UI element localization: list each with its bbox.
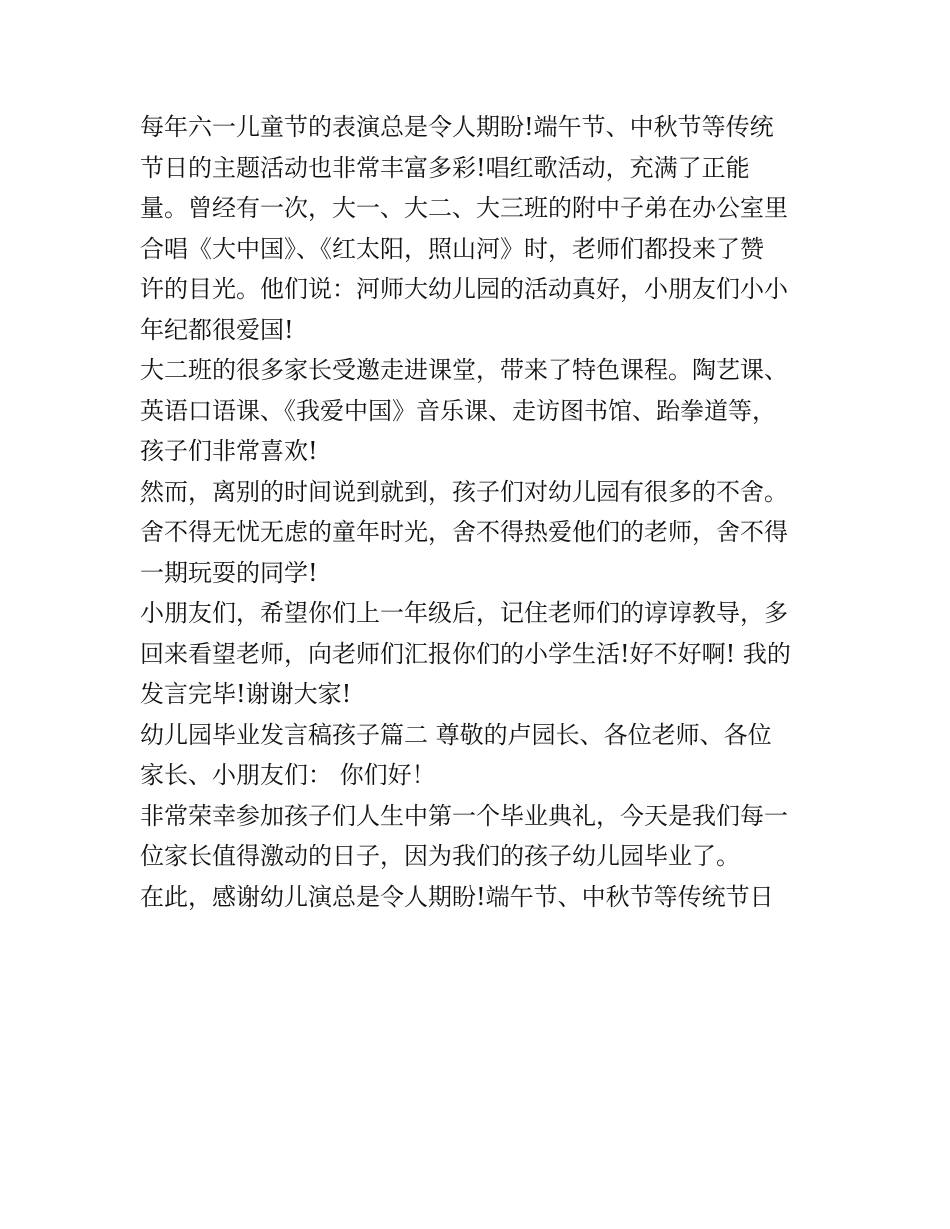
text-line: 舍不得无忧无虑的童年时光，舍不得热爱他们的老师，舍不得 — [140, 518, 788, 546]
text-line: 家长、小朋友们： 你们好！ — [140, 761, 436, 789]
text-line: 年纪都很爱国! — [140, 315, 294, 344]
text-line: 回来看望老师，向老师们汇报你们的小学生活!好不好啊! 我的 — [140, 639, 791, 668]
text-line: 然而，离别的时间说到就到，孩子们对幼儿园有很多的不舍。 — [140, 477, 788, 506]
text-line: 节日的主题活动也非常丰富多彩!唱红歌活动，充满了正能 — [140, 153, 750, 182]
text-line: 幼儿园毕业发言稿孩子篇二 尊敬的卢园长、各位老师、各位 — [140, 720, 772, 749]
text-line: 量。曾经有一次，大一、大二、大三班的附中子弟在办公室里 — [140, 194, 788, 222]
text-line: 许的目光。他们说：河师大幼儿园的活动真好，小朋友们小小 — [140, 275, 788, 303]
text-line: 小朋友们，希望你们上一年级后，记住老师们的谆谆教导，多 — [140, 599, 788, 627]
text-line: 在此，感谢幼儿演总是令人期盼!端午节、中秋节等传统节日 — [140, 882, 774, 911]
text-line: 位家长值得激动的日子，因为我们的孩子幼儿园毕业了。 — [140, 842, 740, 870]
text-line: 孩子们非常喜欢! — [140, 437, 318, 465]
text-line: 发言完毕!谢谢大家! — [140, 680, 352, 708]
text-line: 非常荣幸参加孩子们人生中第一个毕业典礼，今天是我们每一 — [140, 801, 788, 830]
body-text — [140, 107, 820, 917]
text-line: 一期玩耍的同学! — [140, 558, 318, 587]
text-line: 大二班的很多家长受邀走进课堂，带来了特色课程。陶艺课、 — [140, 356, 788, 384]
text-line: 英语口语课、《我爱中国》音乐课、走访图书馆、跆拳道等， — [140, 396, 776, 425]
text-line: 合唱《大中国》、《红太阳，照山河》时，老师们都投来了赞 — [140, 234, 764, 263]
text-line: 每年六一儿童节的表演总是令人期盼!端午节、中秋节等传统 — [140, 113, 774, 141]
